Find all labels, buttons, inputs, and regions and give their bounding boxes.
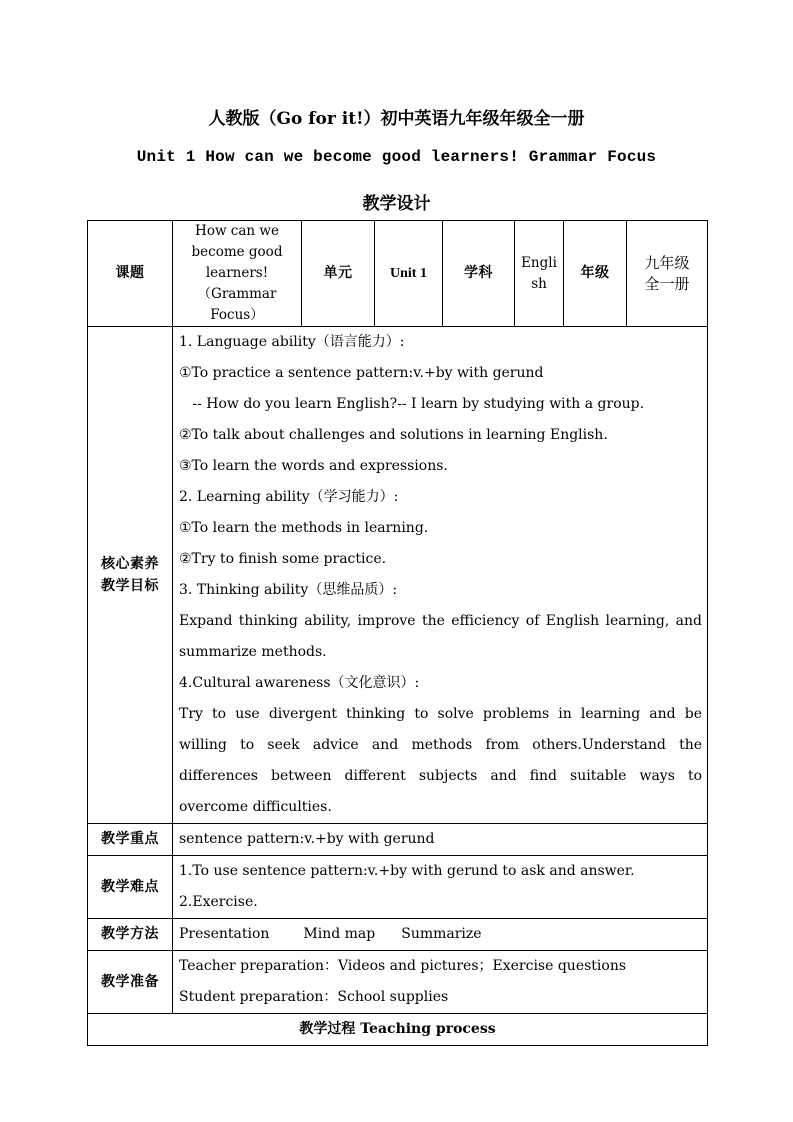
- difficulty-line: 2.Exercise.: [179, 894, 258, 910]
- preparation-label: 教学准备: [88, 951, 173, 1014]
- key-points-label: 教学重点: [88, 824, 173, 856]
- grade-value-line: 九年级: [644, 253, 690, 272]
- topic-value: [173, 221, 302, 327]
- info-row: [88, 221, 708, 327]
- cultural-heading: 4.Cultural awareness（文化意识）:: [179, 675, 420, 691]
- preparation-line: Student preparation：School supplies: [179, 989, 449, 1005]
- methods-row: [88, 919, 708, 951]
- subject-value: [515, 221, 564, 327]
- document-title-en: Unit 1 How can we become good learners! Grammar Focus: [136, 148, 657, 166]
- objectives-row: [88, 327, 708, 824]
- preparation-line: Teacher preparation：Videos and pictures；Exercise questions: [179, 958, 627, 974]
- grade-label: 年级: [564, 221, 627, 327]
- preparation-content: [173, 951, 708, 1014]
- difficulties-content: [173, 856, 708, 919]
- unit-label: 单元: [302, 221, 375, 327]
- objective-line: ②To talk about challenges and solutions in learning English.: [179, 427, 608, 443]
- lesson-plan-table: [87, 220, 708, 1046]
- difficulties-label: 教学难点: [88, 856, 173, 919]
- subject-value-line: Engli: [521, 254, 557, 271]
- objective-line: 2. Learning ability（学习能力）:: [179, 489, 399, 505]
- topic-label: 课题: [88, 221, 173, 327]
- objective-line: ②Try to finish some practice.: [179, 551, 387, 567]
- document-title-cn: 人教版（Go for it!）初中英语九年级年级全一册: [208, 109, 585, 129]
- key-points-row: [88, 824, 708, 856]
- methods-content: [173, 919, 708, 951]
- method-item: Presentation: [179, 926, 270, 942]
- objective-line: 1. Language ability（语言能力）:: [179, 334, 405, 350]
- objectives-content: [173, 327, 708, 824]
- method-item: Mind map: [303, 926, 376, 942]
- cultural-text: Try to use divergent thinking to solve problems in learning and be willing to seek advice and methods from others.Understand the differences between different subjects and find suitable ways to overcome difficulties.: [179, 706, 702, 815]
- preparation-row: [88, 951, 708, 1014]
- grade-value: [627, 221, 708, 327]
- process-heading: 教学过程 Teaching process: [88, 1014, 708, 1046]
- process-row: [88, 1014, 708, 1046]
- objective-line: 3. Thinking ability（思维品质）:: [179, 582, 398, 598]
- key-points-text: sentence pattern:v.+by with gerund: [173, 824, 708, 856]
- topic-value-line: become good: [191, 244, 283, 260]
- document-subtitle: 教学设计: [362, 194, 431, 214]
- topic-value-line: （Grammar: [197, 286, 277, 302]
- topic-value-line: Focus）: [210, 307, 264, 323]
- objective-line: ①To practice a sentence pattern:v.+by with gerund: [179, 365, 544, 381]
- objective-line: ③To learn the words and expressions.: [179, 458, 448, 474]
- subject-value-line: sh: [531, 275, 547, 292]
- objectives-label: [88, 327, 173, 824]
- grade-value-line: 全一册: [644, 274, 690, 293]
- objective-line: -- How do you learn English?-- I learn by studying with a group.: [179, 396, 645, 412]
- objectives-label-line: 核心素养: [101, 556, 159, 572]
- difficulty-line: 1.To use sentence pattern:v.+by with gerund to ask and answer.: [179, 863, 635, 879]
- objective-line: ①To learn the methods in learning.: [179, 520, 429, 536]
- difficulties-row: [88, 856, 708, 919]
- topic-value-line: How can we: [195, 223, 279, 239]
- subject-label: 学科: [443, 221, 515, 327]
- method-item: Summarize: [401, 926, 482, 942]
- topic-value-line: learners!: [205, 265, 269, 281]
- objectives-label-line: 教学目标: [101, 578, 159, 594]
- unit-value: Unit 1: [375, 221, 443, 327]
- thinking-text: Expand thinking ability, improve the efficiency of English learning, and summarize methods.: [179, 613, 702, 660]
- methods-label: 教学方法: [88, 919, 173, 951]
